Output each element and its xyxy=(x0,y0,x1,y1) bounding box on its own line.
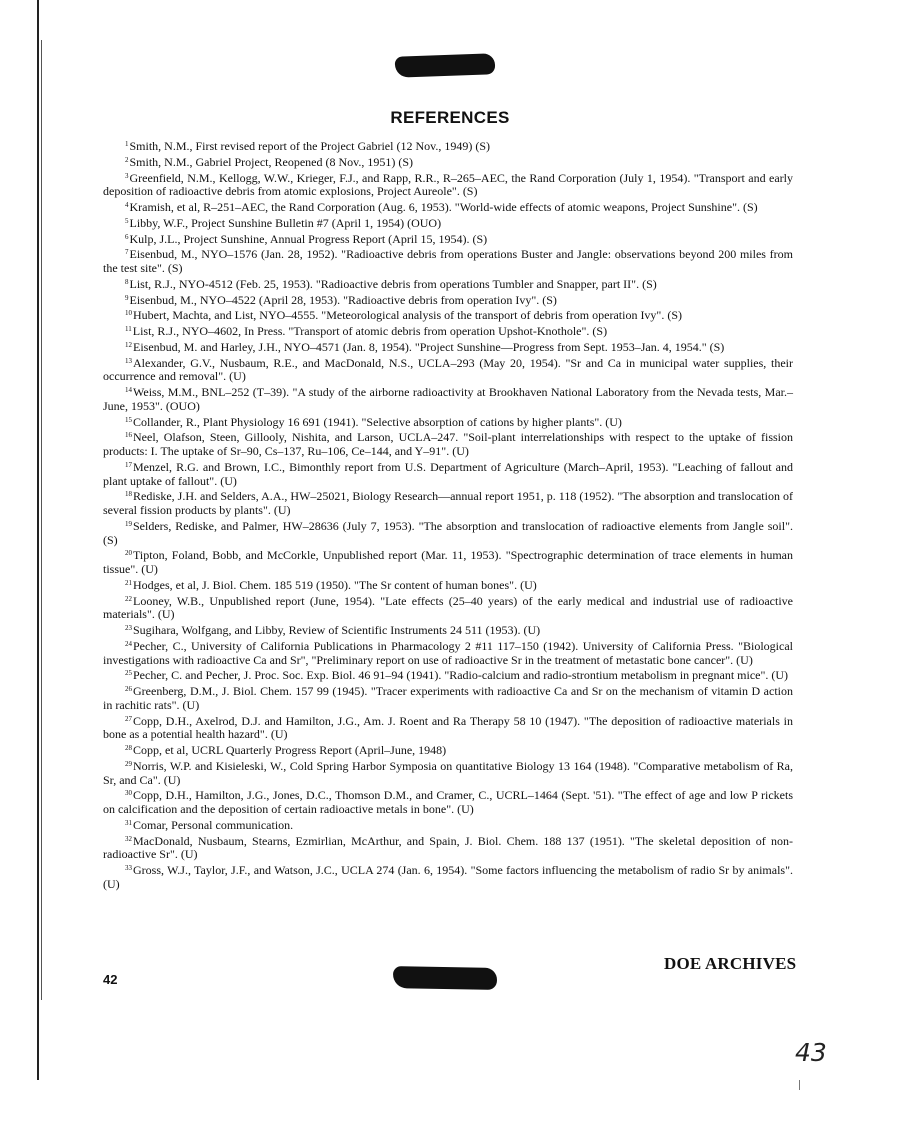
reference-text: Sugihara, Wolfgang, and Libby, Review of Scientific Instruments 24 511 (1953). (U) xyxy=(133,623,541,637)
reference-item xyxy=(103,638,793,668)
reference-number: 21 xyxy=(125,578,132,587)
redaction-mark-bottom xyxy=(393,966,497,990)
reference-item xyxy=(103,384,793,414)
reference-number: 17 xyxy=(125,460,132,469)
reference-text: Neel, Olafson, Steen, Gillooly, Nishita, and Larson, UCLA–247. "Soil-plant interrelationships with respect to the uptake of fission products: I. The uptake of Sr–90, Cs–137, Ru–106, Ce–144, and Y–91". (U) xyxy=(103,430,793,458)
reference-text: Greenfield, N.M., Kellogg, W.W., Krieger, F.J., and Rapp, R.R., R–265–AEC, the Rand Corporation (July 1, 1954). "Transport and early deposition of radioactive debris from atomic explosions, Project Aureole". (S) xyxy=(103,170,793,199)
reference-item xyxy=(103,414,793,430)
reference-item xyxy=(103,215,793,231)
reference-item xyxy=(103,246,793,276)
reference-text: Weiss, M.M., BNL–252 (T–39). "A study of the airborne radioactivity at Brookhaven National Laboratory from the Nevada tests, Mar.–June, 1953". (OUO) xyxy=(103,385,793,413)
reference-item xyxy=(103,518,793,548)
reference-text: Pecher, C. and Pecher, J. Proc. Soc. Exp. Biol. 46 91–94 (1941). "Radio-calcium and radio-strontium metabolism in pregnant mice". (U) xyxy=(133,668,789,683)
reference-text: Rediske, J.H. and Selders, A.A., HW–25021, Biology Research—annual report 1951, p. 118 (1952). "The absorption and translocation of several fission products by plants". (U) xyxy=(103,489,793,517)
reference-number: 4 xyxy=(125,201,129,209)
reference-text: Smith, N.M., Gabriel Project, Reopened (8 Nov., 1951) (S) xyxy=(129,154,414,169)
reference-number: 6 xyxy=(125,232,129,241)
reference-item xyxy=(103,817,793,833)
reference-number: 30 xyxy=(125,789,132,798)
reference-text: Greenberg, D.M., J. Biol. Chem. 157 99 (1945). "Tracer experiments with radioactive Ca and Sr on the mechanism of vitamin D action in rachitic rats". (U) xyxy=(103,684,793,712)
reference-item xyxy=(103,154,793,170)
reference-number: 13 xyxy=(125,356,132,365)
reference-text: Selders, Rediske, and Palmer, HW–28636 (July 7, 1953). "The absorption and translocation of radioactive elements from Jangle soil". (S) xyxy=(103,518,793,547)
reference-number: 10 xyxy=(125,309,132,318)
reference-number: 5 xyxy=(125,216,129,225)
margin-tick xyxy=(799,1080,800,1090)
reference-item xyxy=(103,355,793,385)
reference-number: 22 xyxy=(125,594,132,603)
reference-number: 25 xyxy=(125,669,132,678)
reference-text: List, R.J., NYO-4512 (Feb. 25, 1953). "Radioactive debris from operations Tumbler and Snapper, part II". (S) xyxy=(129,276,657,291)
reference-text: Copp, D.H., Axelrod, D.J. and Hamilton, J.G., Am. J. Roent and Ra Therapy 58 10 (1947). "The deposition of radioactive materials in bone as a potential health hazard". (U) xyxy=(103,713,793,742)
reference-number: 7 xyxy=(125,248,129,257)
reference-text: Collander, R., Plant Physiology 16 691 (1941). "Selective absorption of cations by higher plants". (U) xyxy=(133,414,622,429)
reference-number: 12 xyxy=(125,340,132,349)
reference-item xyxy=(103,622,793,638)
reference-text: Gross, W.J., Taylor, J.F., and Watson, J.C., UCLA 274 (Jan. 6, 1954). "Some factors influencing the metabolism of radio Sr by animals". (U) xyxy=(103,863,793,891)
reference-text: Alexander, G.V., Nusbaum, R.E., and MacDonald, N.S., UCLA–293 (May 20, 1954). "Sr and Ca in municipal water supplies, their occurrence and removal". (U) xyxy=(103,355,793,384)
reference-text: Kulp, J.L., Project Sunshine, Annual Progress Report (April 15, 1954). (S) xyxy=(129,231,488,246)
reference-number: 33 xyxy=(125,864,132,872)
reference-item xyxy=(103,547,793,577)
reference-number: 32 xyxy=(125,834,132,843)
reference-item xyxy=(103,758,793,788)
reference-list xyxy=(103,138,793,892)
reference-number: 27 xyxy=(125,714,132,723)
reference-item xyxy=(103,323,793,339)
reference-number: 3 xyxy=(125,171,129,180)
reference-number: 19 xyxy=(125,519,132,528)
reference-number: 1 xyxy=(125,140,129,148)
reference-text: Smith, N.M., First revised report of the Project Gabriel (12 Nov., 1949) (S) xyxy=(129,139,490,153)
reference-number: 8 xyxy=(125,277,129,286)
reference-item xyxy=(103,683,793,713)
reference-text: Tipton, Foland, Bobb, and McCorkle, Unpublished report (Mar. 11, 1953). "Spectrographic determination of trace elements in human tissue". (U) xyxy=(103,548,793,576)
reference-text: Norris, W.P. and Kisieleski, W., Cold Spring Harbor Symposia on quantitative Biology 13 164 (1948). "Comparative metabolism of Ra, Sr, and Ca". (U) xyxy=(103,758,793,787)
reference-text: Looney, W.B., Unpublished report (June, 1954). "Late effects (25–40 years) of the early medical and industrial use of radioactive materials". (U) xyxy=(103,593,793,622)
reference-item xyxy=(103,862,793,892)
reference-number: 15 xyxy=(125,415,132,424)
reference-text: List, R.J., NYO–4602, In Press. "Transport of atomic debris from operation Upshot-Knothole". (S) xyxy=(132,324,608,338)
reference-text: MacDonald, Nusbaum, Stearns, Ezmirlian, McArthur, and Spain, J. Biol. Chem. 188 137 (1951). "The skeletal deposition of non-radioactive Sr". (U) xyxy=(103,833,793,862)
reference-text: Pecher, C., University of California Publications in Pharmacology 2 #11 117–150 (1942). University of California Press. "Biological investigations with radioactive Ca and Sr", "Preliminary report on use of radioactive Sr in the treatment of metastatic bone cancer". (U) xyxy=(103,638,793,667)
reference-item xyxy=(103,593,793,623)
reference-item xyxy=(103,713,793,743)
reference-number: 14 xyxy=(125,386,132,394)
reference-number: 29 xyxy=(125,759,132,768)
reference-item xyxy=(103,667,793,683)
reference-text: Eisenbud, M. and Harley, J.H., NYO–4571 (Jan. 8, 1954). "Project Sunshine—Progress from Sept. 1953–Jan. 4, 1954." (S) xyxy=(133,339,725,354)
reference-item xyxy=(103,742,793,758)
reference-number: 18 xyxy=(125,490,132,499)
reference-item xyxy=(103,833,793,863)
reference-text: Kramish, et al, R–251–AEC, the Rand Corporation (Aug. 6, 1953). "World-wide effects of atomic weapons, Project Sunshine". (S) xyxy=(129,200,758,214)
reference-item xyxy=(103,170,793,200)
reference-number: 2 xyxy=(125,155,129,164)
reference-number: 26 xyxy=(125,685,132,693)
reference-number: 31 xyxy=(125,818,132,827)
page-number: 42 xyxy=(103,972,118,987)
reference-item xyxy=(103,459,793,489)
reference-item xyxy=(103,292,793,308)
reference-item xyxy=(103,231,793,247)
reference-text: Hodges, et al, J. Biol. Chem. 185 519 (1950). "The Sr content of human bones". (U) xyxy=(133,577,537,592)
reference-text: Copp, et al, UCRL Quarterly Progress Report (April–June, 1948) xyxy=(133,743,447,757)
reference-item xyxy=(103,276,793,292)
reference-number: 9 xyxy=(125,293,129,302)
reference-item xyxy=(103,577,793,593)
reference-item xyxy=(103,339,793,355)
reference-text: Hubert, Machta, and List, NYO–4555. "Meteorological analysis of the transport of debris from operation Ivy". (S) xyxy=(133,308,682,323)
reference-text: Eisenbud, M., NYO–1576 (Jan. 28, 1952). "Radioactive debris from operations Buster and Jangle: observations beyond 200 miles from the test site". (S) xyxy=(103,247,793,275)
reference-number: 28 xyxy=(125,744,132,752)
reference-number: 16 xyxy=(125,431,132,440)
reference-item xyxy=(103,138,793,154)
reference-item xyxy=(103,199,793,215)
page-title: REFERENCES xyxy=(390,108,510,127)
reference-text: Menzel, R.G. and Brown, I.C., Bimonthly report from U.S. Department of Agriculture (March–April, 1953). "Leaching of fallout and plant uptake of fallout". (U) xyxy=(103,459,793,488)
reference-number: 11 xyxy=(125,325,132,333)
reference-text: Comar, Personal communication. xyxy=(133,817,294,832)
reference-number: 23 xyxy=(125,624,132,632)
reference-text: Eisenbud, M., NYO–4522 (April 28, 1953). "Radioactive debris from operation Ivy". (S) xyxy=(129,292,557,307)
reference-text: Copp, D.H., Hamilton, J.G., Jones, D.C., Thomson D.M., and Cramer, C., UCRL–1464 (Sept. '51). "The effect of age and low P rickets on calcification and the deposition of certain radioactive metals in bone". (U) xyxy=(103,788,793,816)
reference-text: Libby, W.F., Project Sunshine Bulletin #7 (April 1, 1954) (OUO) xyxy=(129,215,442,230)
page-edge-line-inner xyxy=(41,40,42,1000)
reference-item xyxy=(103,429,793,459)
page-edge-line xyxy=(37,0,39,1080)
handwritten-page-number: 43 xyxy=(795,1038,827,1067)
reference-item xyxy=(103,488,793,518)
reference-number: 20 xyxy=(125,549,132,558)
reference-item xyxy=(103,787,793,817)
reference-number: 24 xyxy=(125,639,132,648)
redaction-mark-top xyxy=(395,53,496,77)
archive-stamp: DOE ARCHIVES xyxy=(664,954,797,973)
reference-item xyxy=(103,307,793,323)
